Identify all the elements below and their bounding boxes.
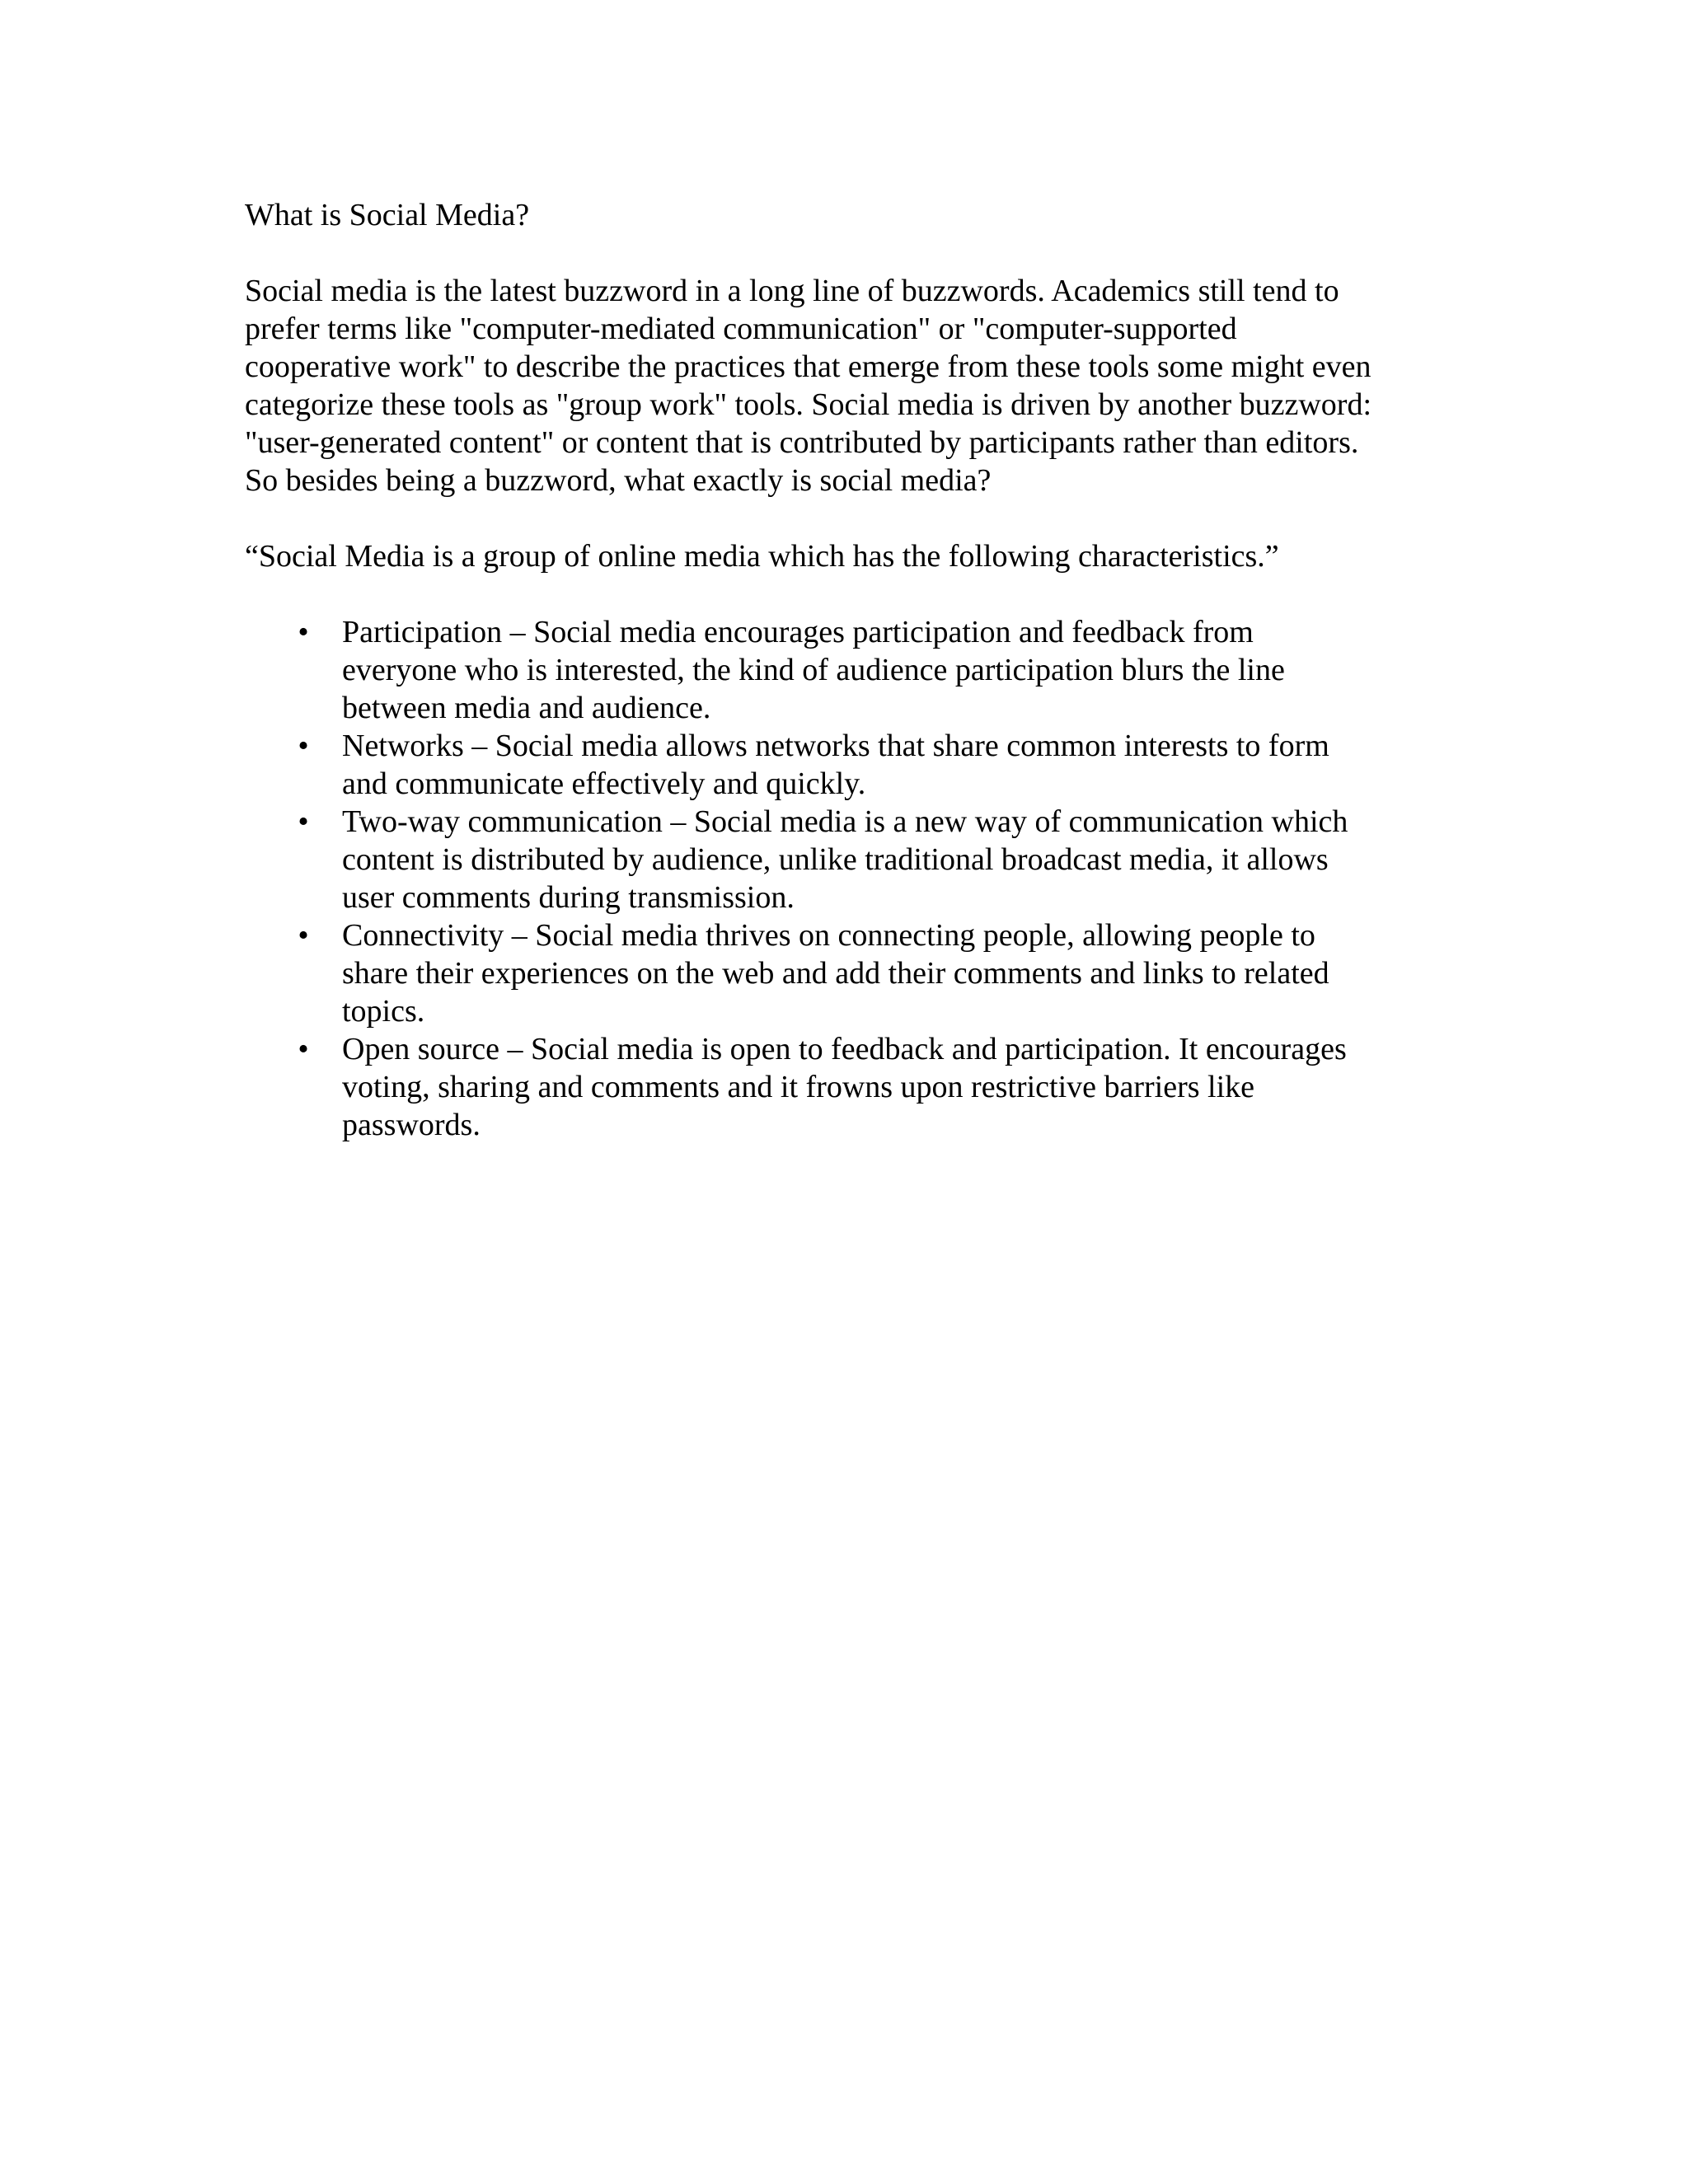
- document-body: [245, 196, 1456, 1144]
- page-title: What is Social Media?: [245, 198, 530, 232]
- list-item-text: Participation – Social media encourages participation and feedback from everyone who is interested, the kind of audience participation blurs the line between media and audience.: [342, 615, 1285, 725]
- bullet-icon: •: [298, 804, 309, 839]
- list-item-connectivity: [245, 916, 1456, 1030]
- list-item-text: Networks – Social media allows networks that share common interests to form and communicate effectively and quickly.: [342, 729, 1329, 801]
- list-item-text: Connectivity – Social media thrives on connecting people, allowing people to share their experiences on the web and add their comments and links to related topics.: [342, 918, 1329, 1029]
- characteristics-list: [245, 613, 1456, 1144]
- definition-quote: “Social Media is a group of online media which has the following characteristics.”: [245, 539, 1279, 574]
- intro-paragraph: Social media is the latest buzzword in a long line of buzzwords. Academics still tend to prefer terms like "computer-mediated communication" or "computer-supported cooperative work" to describe the practices that emerge from these tools some might even categorize these tools as "group work" tools. Social media is driven by another buzzword: "user-generated content" or content that is contributed by participants rather than editors. So besides being a buzzword, what exactly is social media?: [245, 274, 1372, 498]
- bullet-icon: •: [298, 1032, 309, 1066]
- list-item-text: Two-way communication – Social media is a new way of communication which content is distributed by audience, unlike traditional broadcast media, it allows user comments during transmission.: [342, 804, 1348, 915]
- bullet-icon: •: [298, 615, 309, 649]
- list-item-open-source: [245, 1030, 1456, 1144]
- list-item-text: Open source – Social media is open to feedback and participation. It encourages voting, sharing and comments and it frowns upon restrictive barriers like passwords.: [342, 1032, 1347, 1142]
- list-item-participation: [245, 613, 1456, 727]
- list-item-networks: [245, 727, 1456, 803]
- bullet-icon: •: [298, 729, 309, 763]
- bullet-icon: •: [298, 918, 309, 953]
- list-item-two-way-communication: [245, 803, 1456, 916]
